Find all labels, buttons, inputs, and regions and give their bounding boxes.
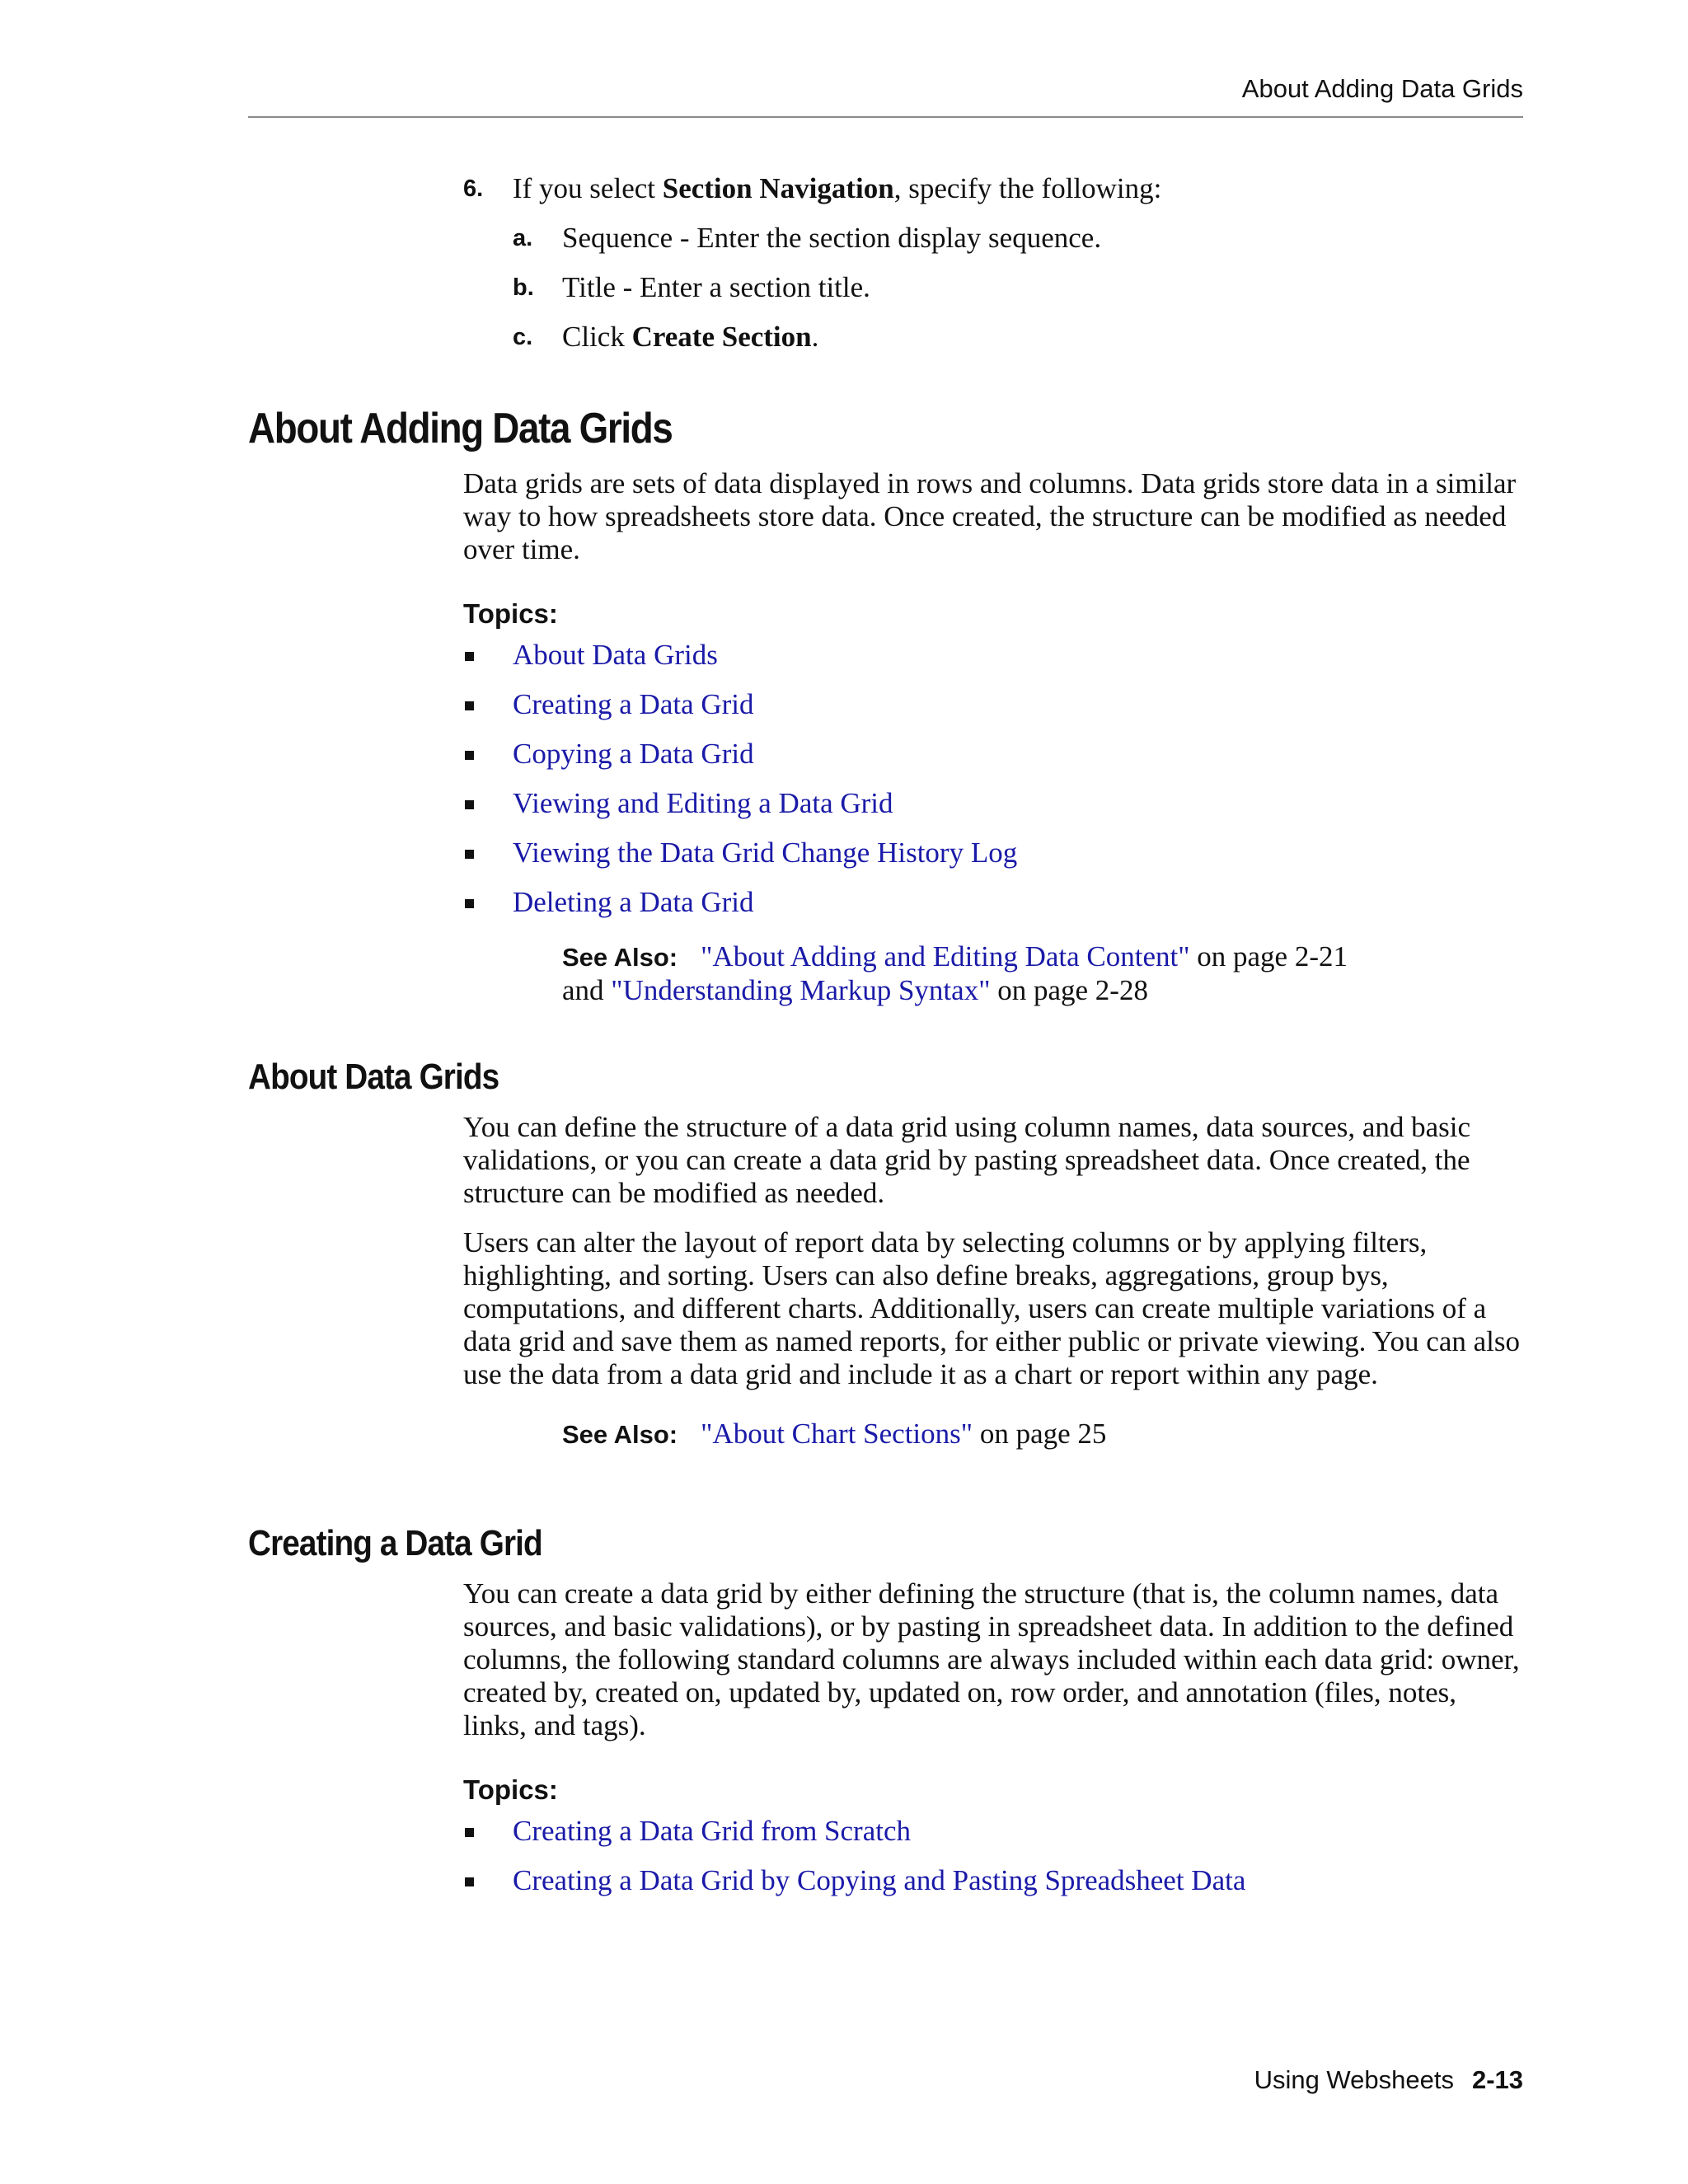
heading-about-adding-data-grids: About Adding Data Grids — [248, 405, 673, 452]
see-also-note — [562, 940, 1526, 1007]
see-also-link[interactable]: "About Adding and Editing Data Content" — [701, 940, 1190, 972]
bullet-icon — [465, 850, 474, 859]
step-text-after: , specify the following: — [893, 172, 1162, 204]
see-also-link[interactable]: "Understanding Markup Syntax" — [611, 974, 991, 1006]
topic-link[interactable]: Creating a Data Grid from Scratch — [513, 1815, 912, 1847]
section-creating-body — [463, 1577, 1526, 1910]
see-also-note — [562, 1418, 1526, 1451]
bullet-icon — [465, 1828, 474, 1837]
substep-bold-term: Create Section — [631, 321, 812, 353]
substep-letter: a. — [513, 225, 533, 251]
see-also-page-ref: on page 25 — [973, 1418, 1107, 1450]
topic-link[interactable]: Creating a Data Grid by Copying and Pasting Spreadsheet Data — [513, 1864, 1246, 1896]
topic-link[interactable]: Creating a Data Grid — [513, 688, 754, 720]
list-item — [463, 685, 1526, 724]
substep-b — [463, 268, 1526, 307]
step-text-before: If you select — [513, 172, 663, 204]
see-also-page-ref: on page 2-28 — [990, 974, 1148, 1006]
step-text — [463, 169, 1526, 209]
intro-paragraph: Data grids are sets of data displayed in rows and columns. Data grids store data in a similar way to how spreadsheets store data. Once created, the structure can be modified as needed over time. — [463, 467, 1517, 565]
topic-link[interactable]: About Data Grids — [513, 639, 718, 671]
bullet-icon — [465, 899, 474, 908]
list-item — [463, 1811, 1526, 1851]
topics-list — [463, 1811, 1526, 1900]
page-footer — [1254, 2065, 1523, 2095]
see-also-page-ref: on page 2-21 — [1189, 940, 1348, 972]
bullet-icon — [465, 701, 474, 710]
paragraph: You can define the structure of a data grid using column names, data sources, and basic validations, or you can create a data grid by pasting spreadsheet data. Once created, the structure can be modified as needed. — [463, 1111, 1471, 1209]
see-also-label: See Also: — [562, 943, 678, 972]
substep-text-after: . — [811, 321, 819, 353]
heading-about-data-grids: About Data Grids — [248, 1057, 499, 1097]
substep-a — [463, 218, 1526, 258]
substep-c — [463, 317, 1526, 357]
list-item — [463, 734, 1526, 774]
bullet-icon — [465, 1877, 474, 1886]
list-item — [463, 635, 1526, 675]
section-about-adding-body — [463, 467, 1526, 1007]
topics-list — [463, 635, 1526, 922]
substep-list — [463, 218, 1526, 357]
step-6 — [463, 169, 1526, 209]
paragraph: Users can alter the layout of report data by selecting columns or by applying filters, highlighting, and sorting. Users can also define breaks, aggregations, group bys, computations, and different charts. Additionally, users can create multiple variations of a data grid and save them as named reports, for either public or private viewing. You can also use the data from a data grid and include it as a chart or report within any page. — [463, 1226, 1520, 1390]
substep-letter: c. — [513, 324, 533, 350]
see-also-link[interactable]: "About Chart Sections" — [701, 1418, 973, 1450]
header-divider — [248, 116, 1523, 118]
topic-link[interactable]: Viewing the Data Grid Change History Log — [513, 837, 1018, 869]
bullet-icon — [465, 751, 474, 760]
topics-label: Topics: — [463, 598, 558, 629]
running-header-title: About Adding Data Grids — [1241, 74, 1523, 103]
bullet-icon — [465, 800, 474, 809]
list-item — [463, 784, 1526, 823]
topics-label: Topics: — [463, 1774, 558, 1805]
step-bold-term: Section Navigation — [662, 172, 894, 204]
bullet-icon — [465, 652, 474, 661]
see-also-label: See Also: — [562, 1420, 678, 1449]
paragraph: You can create a data grid by either defining the structure (that is, the column names, data sources, and basic validations), or by pasting in spreadsheet data. In addition to the defined columns, the following standard columns are always included within each data grid: owner, created by, created on, updated by, updated on, row order, and annotation (files, notes, links, and tags). — [463, 1577, 1520, 1741]
substep-text: Sequence - Enter the section display sequence. — [562, 222, 1102, 254]
footer-book-title: Using Websheets — [1254, 2065, 1454, 2094]
list-item — [463, 1861, 1526, 1900]
topic-link[interactable]: Copying a Data Grid — [513, 738, 754, 770]
topic-link[interactable]: Viewing and Editing a Data Grid — [513, 787, 893, 819]
see-also-text: and — [562, 974, 612, 1006]
step-number: 6. — [463, 176, 484, 202]
step-6-block — [463, 169, 1526, 367]
substep-text: Title - Enter a section title. — [562, 271, 870, 303]
heading-creating-a-data-grid: Creating a Data Grid — [248, 1523, 542, 1563]
substep-text-before: Click — [562, 321, 632, 353]
list-item — [463, 883, 1526, 922]
footer-page-number: 2-13 — [1471, 2065, 1523, 2094]
section-about-data-grids-body — [463, 1111, 1526, 1451]
topic-link[interactable]: Deleting a Data Grid — [513, 886, 754, 918]
list-item — [463, 833, 1526, 873]
substep-letter: b. — [513, 274, 534, 301]
